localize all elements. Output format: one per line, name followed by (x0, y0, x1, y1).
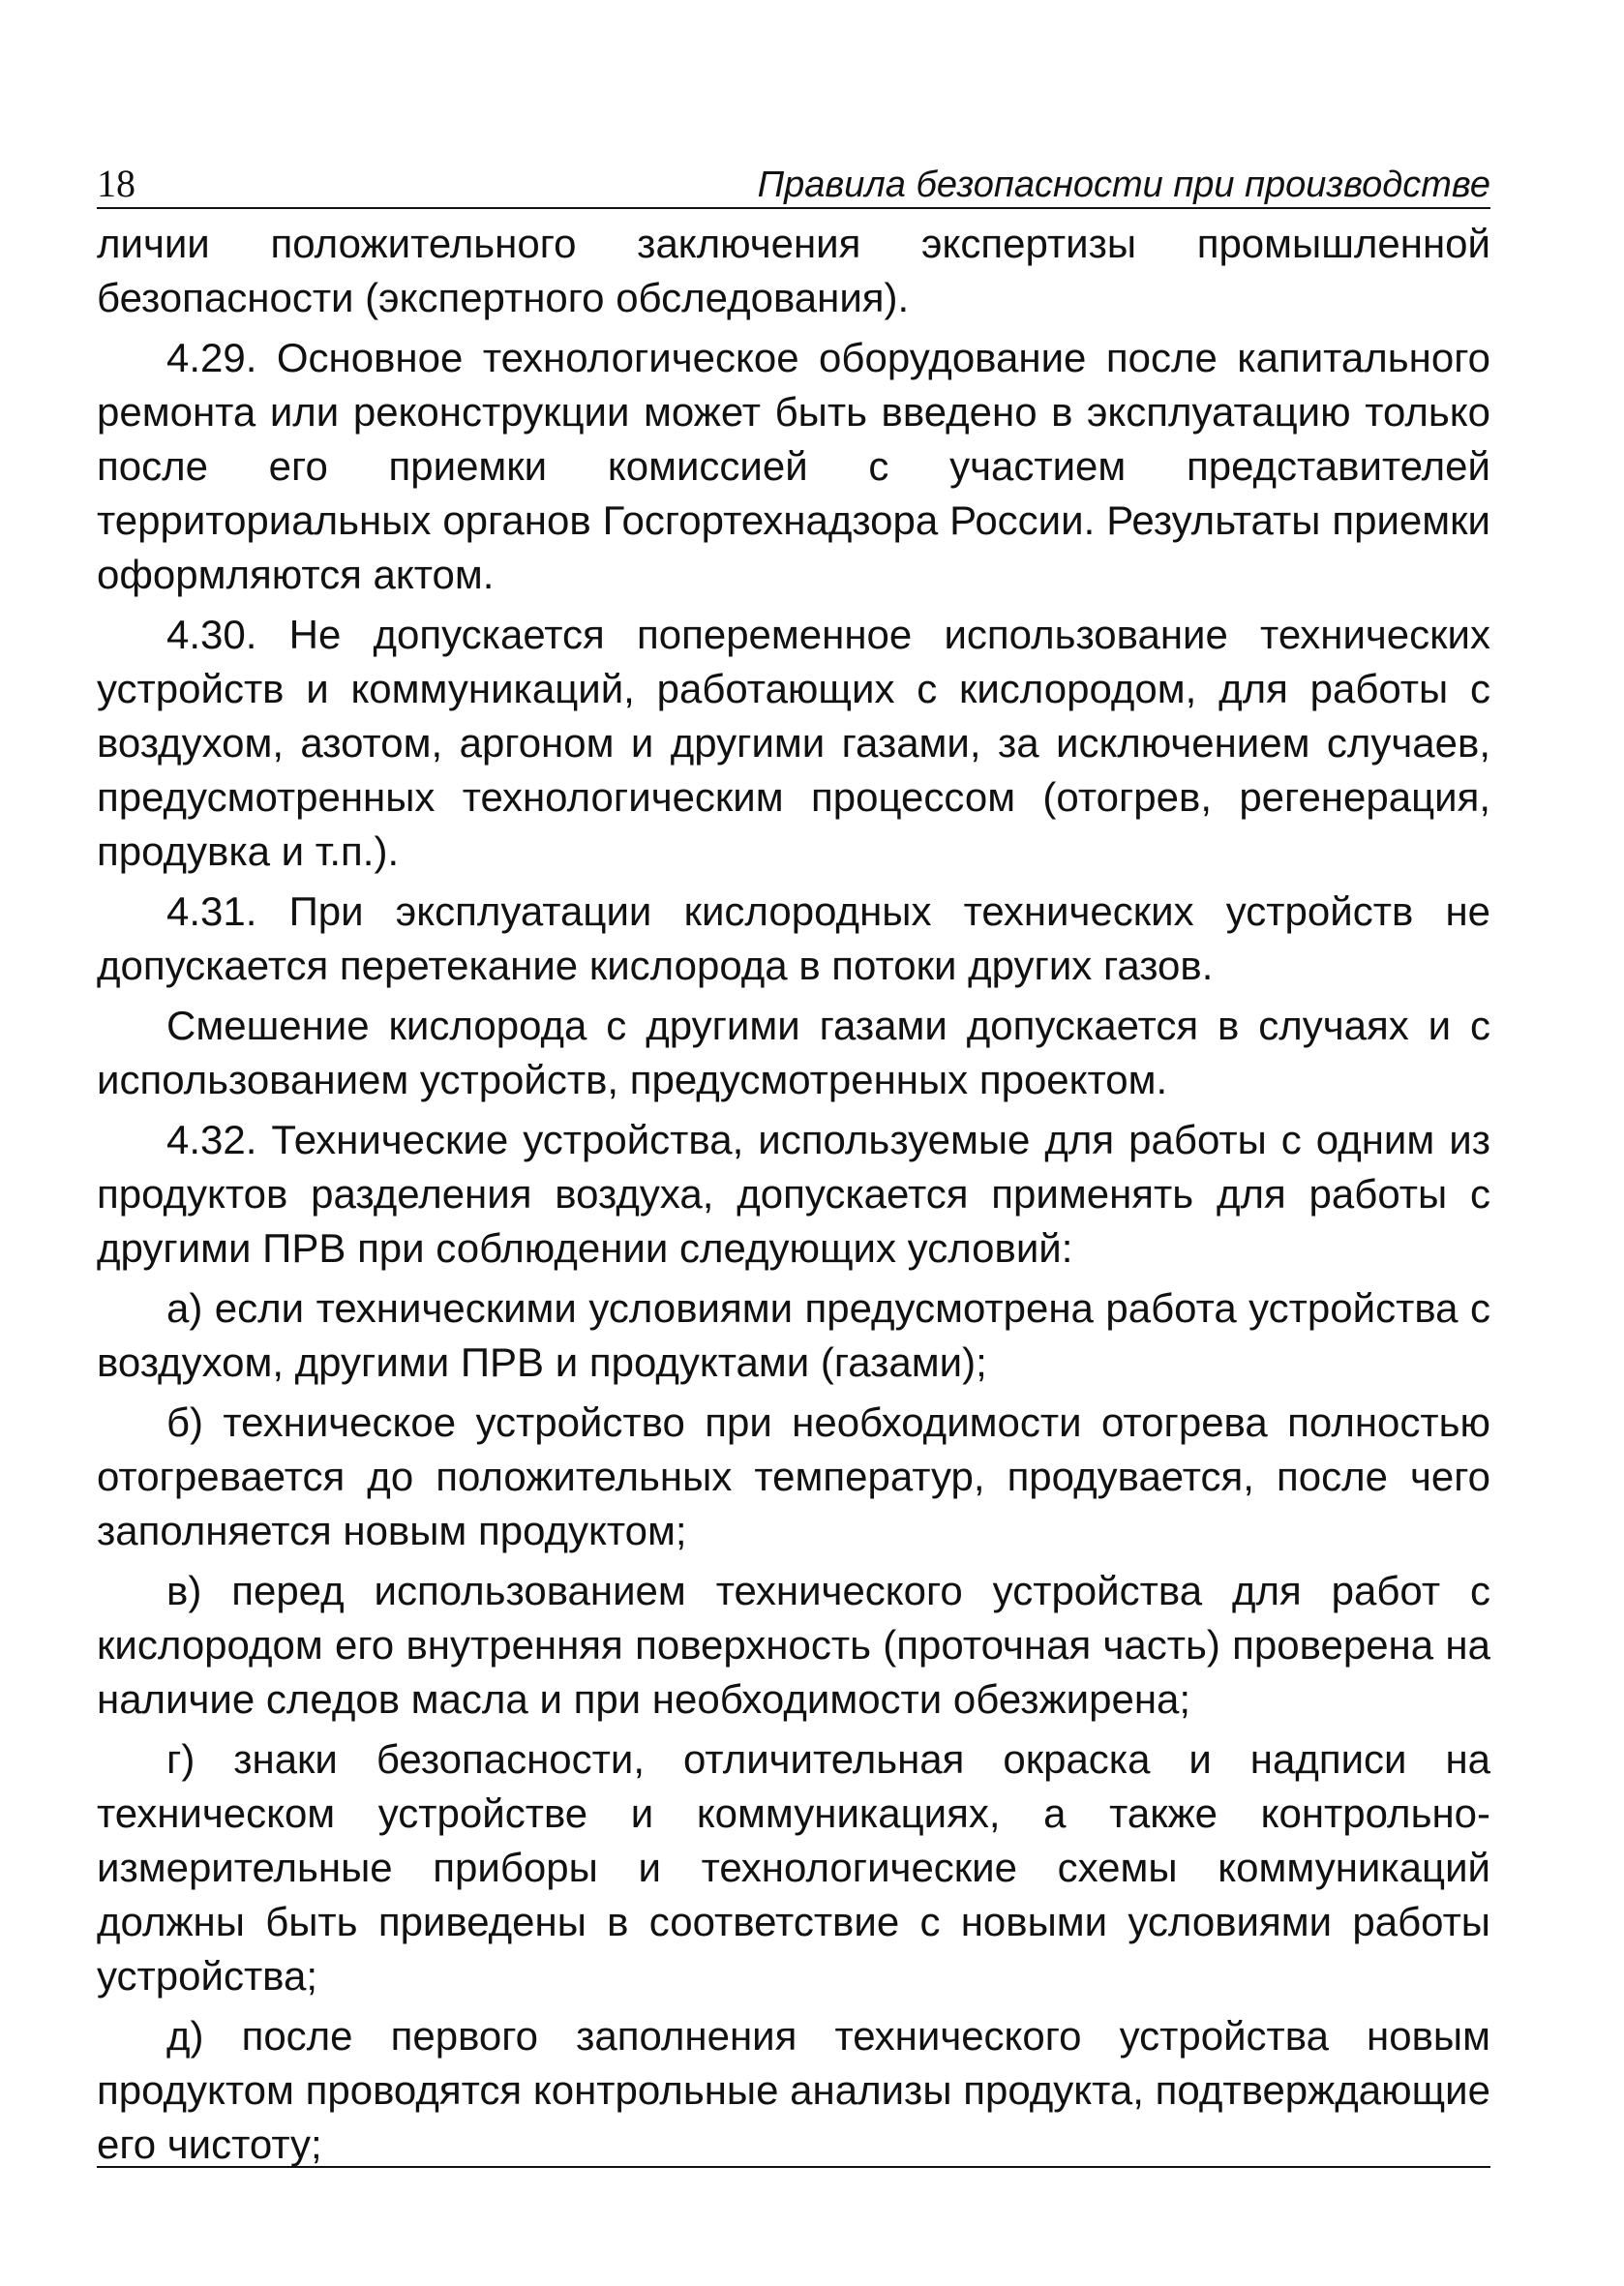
paragraph-mixing: Смешение кислорода с другими газами допускается в случаях и с использованием устройств, предусмотренных проектом. (97, 1003, 1490, 1102)
paragraph-continuation: личии положительного заключения экспертизы промышленной безопасности (экспертного обследования). (97, 221, 1490, 320)
list-item-d: д) после первого заполнения технического устройства новым продуктом проводятся контрольные анализы продукта, подтверждающие его чистоту; (97, 2013, 1490, 2167)
page-number: 18 (97, 162, 135, 205)
document-body (97, 217, 1490, 2172)
paragraph-4-32: 4.32. Технические устройства, используемые для работы с одним из продуктов разделения воздуха, допускается применять для работы с другими ПРВ при соблюдении следующих условий: (97, 1117, 1490, 1271)
list-item-g: г) знаки безопасности, отличительная окраска и надписи на техническом устройстве и коммуникациях, а также контрольно-измерительные приборы и технологические схемы коммуникаций должны быть приведены в соответствие с новыми условиями работы устройства; (97, 1736, 1490, 1999)
document-page (97, 145, 1490, 2168)
footer-divider (97, 2166, 1490, 2168)
running-title: Правила безопасности при производстве (757, 165, 1490, 205)
list-item-a: а) если техническими условиями предусмотрена работа устройства с воздухом, другими ПРВ и продуктами (газами); (97, 1285, 1490, 1385)
list-item-v: в) перед использованием технического устройства для работ с кислородом его внутренняя поверхность (проточная часть) проверена на наличие следов масла и при необходимости обезжирена; (97, 1568, 1490, 1722)
paragraph-4-30: 4.30. Не допускается попеременное использование технических устройств и коммуникаций, работающих с кислородом, для работы с воздухом, азотом, аргоном и другими газами, за исключением случаев, предусмотренных технологическим процессом (отогрев, регенерация, продувка и т.п.). (97, 612, 1490, 874)
list-item-b: б) техническое устройство при необходимости отогрева полностью отогревается до положительных температур, продувается, после чего заполняется новым продуктом; (97, 1399, 1490, 1553)
paragraph-4-29: 4.29. Основное технологическое оборудование после капитального ремонта или реконструкции может быть введено в эксплуатацию только после его приемки комиссией с участием представителей территориальных органов Госгортехнадзора России. Результаты приемки оформляются актом. (97, 335, 1490, 597)
paragraph-4-31: 4.31. При эксплуатации кислородных технических устройств не допускается перетекание кислорода в потоки других газов. (97, 888, 1490, 988)
page-header (97, 145, 1490, 209)
